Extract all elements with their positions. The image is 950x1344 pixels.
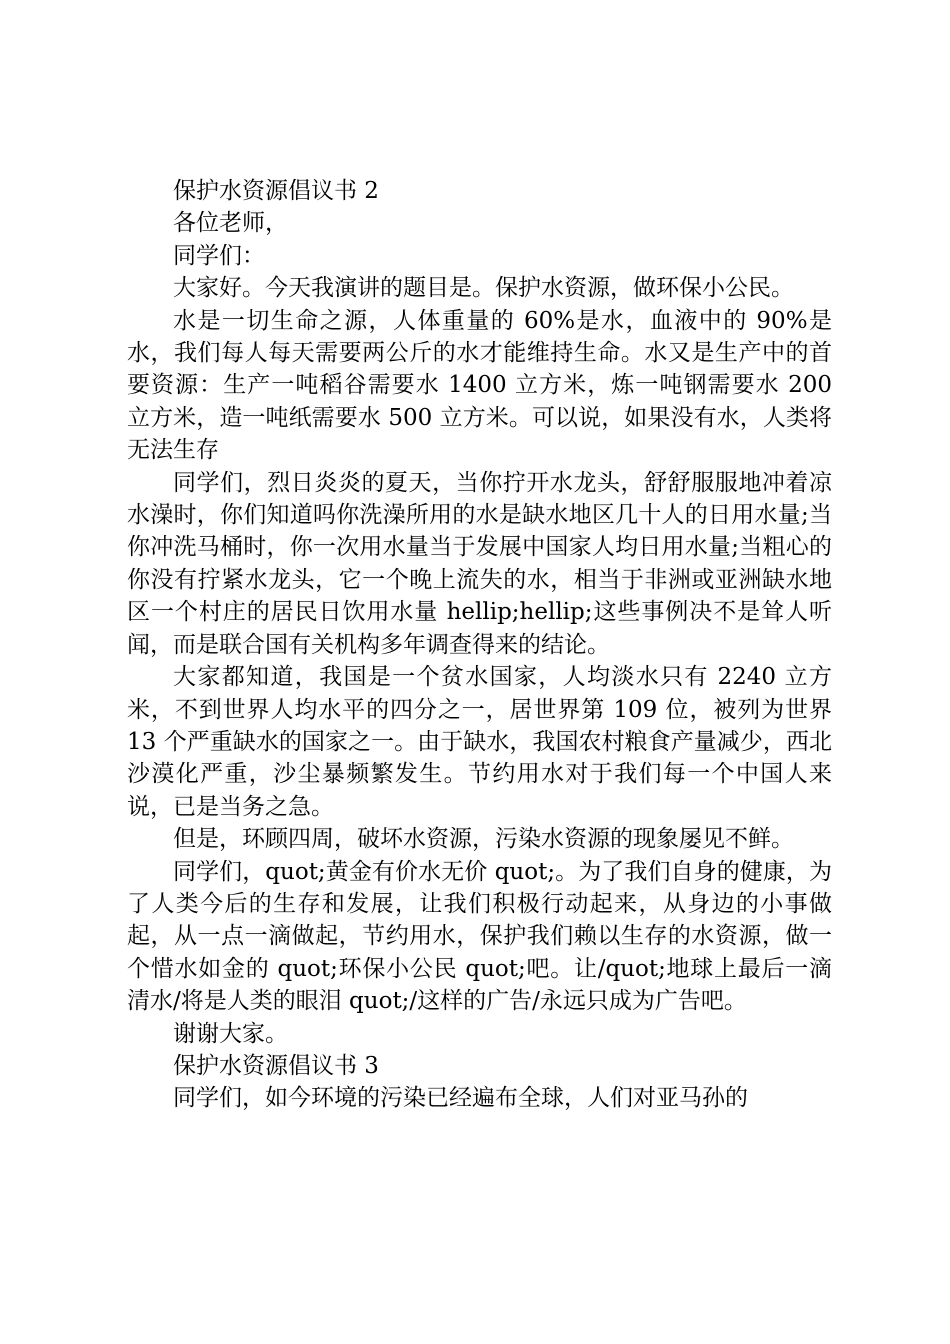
closing-thanks: 谢谢大家。	[173, 1020, 288, 1047]
paragraph: 大家好。今天我演讲的题目是。保护水资源，做环保小公民。	[173, 275, 794, 302]
paragraph: 同学们，quot;黄金有价水无价 quot;。为了我们自身的健康，为了人类今后的生存和发展，让我们积极行动起来，从身边的小事做起，从一点一滴做起，节约用水，保护我们赖以生存的水资源，做一个惜水如金的 quot;环保小公民 quot;吧。让/quot;地球上最后一滴清水/将是人类的眼泪 quot;/这样的广告/永远只成为广告吧。	[127, 858, 832, 1015]
paragraph: 大家都知道，我国是一个贫水国家，人均淡水只有 2240 立方米，不到世界人均水平的四分之一，居世界第 109 位，被列为世界 13 个严重缺水的国家之一。由于缺水，我国农村粮食产量减少，西北沙漠化严重，沙尘暴频繁发生。节约用水对于我们每一个中国人来说，已是当务之急。	[127, 664, 832, 820]
document-body	[127, 175, 832, 1115]
salutation-students: 同学们：	[173, 242, 265, 269]
section-heading: 保护水资源倡议书 2	[173, 178, 379, 204]
paragraph: 同学们，烈日炎炎的夏天，当你拧开水龙头，舒舒服服地冲着凉水澡时，你们知道吗你洗澡所用的水是缺水地区几十人的日用水量;当你冲洗马桶时，你一次用水量当于发展中国家人均日用水量;当粗心的你没有拧紧水龙头，它一个晚上流失的水，相当于非洲或亚洲缺水地区一个村庄的居民日饮用水量 hellip;hellip;这些事例决不是耸人听闻，而是联合国有关机构多年调查得来的结论。	[127, 469, 832, 658]
paragraph: 水是一切生命之源，人体重量的 60%是水，血液中的 90%是水，我们每人每天需要两公斤的水才能维持生命。水又是生产中的首要资源：生产一吨稻谷需要水 1400 立方米，炼一吨钢需要水 200 立方米，造一吨纸需要水 500 立方米。可以说，如果没有水，人类将无法生存	[127, 307, 832, 464]
paragraph: 但是，环顾四周，破坏水资源，污染水资源的现象屡见不鲜。	[173, 826, 794, 853]
section-heading: 保护水资源倡议书 3	[173, 1052, 379, 1079]
salutation-teachers: 各位老师，	[173, 210, 288, 237]
paragraph: 同学们，如今环境的污染已经遍布全球，人们对亚马孙的	[173, 1085, 748, 1112]
